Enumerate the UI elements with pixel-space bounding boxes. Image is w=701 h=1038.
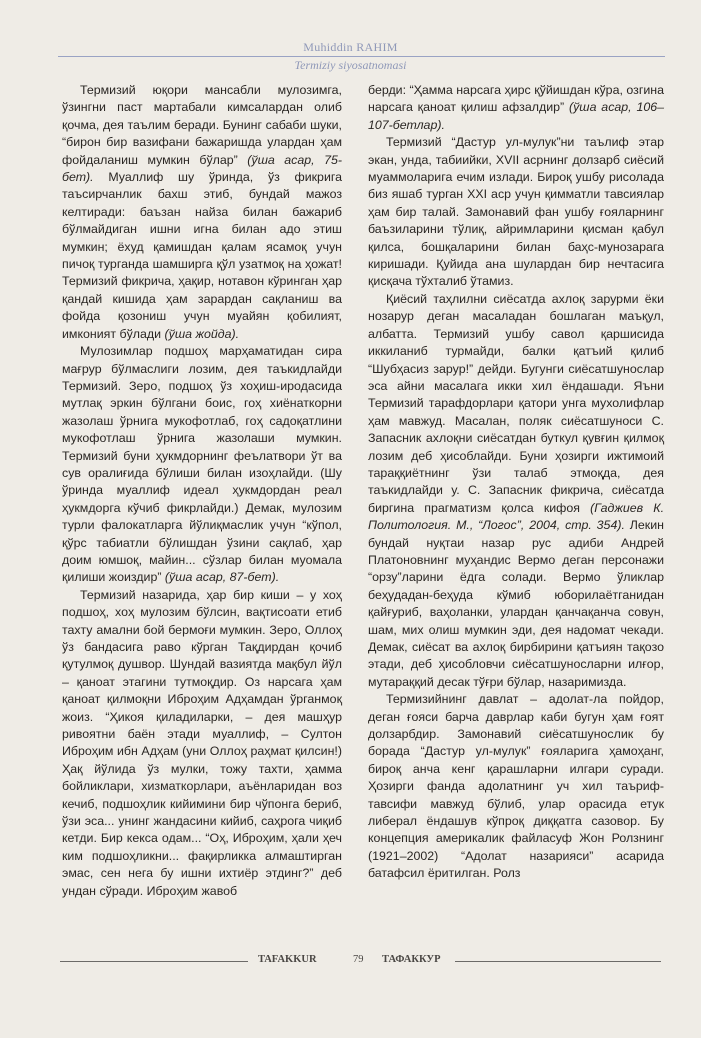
page-number: 79 [353,954,364,965]
footer-journal-cyrillic: ТАФАККУР [382,954,441,965]
footer-journal-latin: TAFAKKUR [258,954,317,965]
paragraph: Термизий назарида, ҳар бир киши – у хоҳ подшоҳ, хоҳ мулозим бўлсин, вақтисоати етиб тахту амални бой бермоғи мумкин. Зеро, Оллоҳ ўз бандасига раво кўрган Тақдирдан қочиб қутулмоқ душвор. Шундай вазиятда мақбул йўл – қаноат этагини тутмоқдир. Оз нарсага ҳам қаноат қилмоқни Иброҳим Адҳамдан ўрганмоқ жоиз. “Ҳикоя қиладиларки, – дея машҳур ривоятни баён этади муаллиф, – Султон Иброҳим ибн Адҳам (уни Оллоҳ раҳмат қилсин!) Ҳақ йўлида ўз мулки, тожу тахти, ҳамма бойликлари, хизматкорлари, аъёнларидан воз кечиб, подшоҳлик кийимини бир чўпонга бериб, ўзи эса... унинг жандасини кийиб, саҳрога чиқиб кетди. Бир кекса одам... “Оҳ, Иброҳим, ҳали ҳеч ким подшоҳликни... фақирликка алмаштирган эмас, сен нега бу ишни ихтиёр этдинг?” деб ундан сўради. Иброҳим жавоб [62,587,342,898]
paragraph [368,82,664,134]
left-column [62,82,342,900]
header-subtitle: Termiziy siyosatnomasi [294,58,407,72]
paragraph: Термизийнинг давлат – адолат-ла пойдор, деган ғояси барча даврлар каби бугун ҳам ғоят долзарбдир. Замонавий сиёсатшунослик бу борада “Дастур ул-мулук” ғояларига ҳамоҳанг, бироқ анча кенг қарашларни илгари суради. Ҳозирги фанда адолатнинг уч хил таъриф-тавсифи мавжуд бўлиб, улар орасида етук либерал ёндашув кўпроқ диққатга сазовор. Бу концепция америкалик файласуф Жон Ролзнинг (1921–2002) “Адолат назарияси” асарида батафсил ёритилган. Ролз [368,692,664,881]
citation: (ўша асар, 106–107-бетлар). [368,100,665,132]
citation: (ўша жойда). [164,326,240,341]
citation: (ўша асар, 87-бет). [164,570,280,585]
paragraph-text: Термизий юқори мансабли мулозимга, ўзингни паст мартабали кимсалардан олиб қочма, дея таълим беради. Бунинг сабаби шуки, “бирон бир вазифани бажаришда улардан ҳам фойдаланиш мумкин бўлар” [62,83,342,167]
footer-rule-right [455,961,661,962]
citation: (ўша асар, 75-бет). [62,152,342,185]
header-rule [58,56,665,57]
footer [60,954,661,968]
citation: (Гаджиев К. Политология. М., “Логос”, 2004, стр. 354). [368,500,665,533]
paragraph-text: Муаллиф шу ўринда, ўз фикрига таъсирчанлик бахш этиб, бундай мажоз келтиради: баъзан найза билан бажариб бўлмайдиган ишни игна билан адо этиш мумкин; ёхуд қамишдан қалам ясамоқ учун пичоқ турганда шамширга қўл узатмоқ на ҳожат! Термизий фикрича, ҳақир, нотавон кўринган ҳар қандай кишида ҳам зарардан сақланиш ва фойда қозониш учун муайян қобилият, имконият бўлади [62,170,342,341]
paragraph: Термизий “Дастур ул-мулук”ни таълиф этар экан, унда, табиийки, XVII асрнинг долзарб сиёсий муаммоларига ечим излади. Бироқ ушбу рисолада биз яшаб турган XXI аср учун қимматли тавсиялар ҳам бир талай. Замонавий фан ушбу ғояларнинг баъзиларини тўлиқ, айримларини қисман қабул қилса, бошқаларини билан баҳс-мунозарага киришади. Қуйида ана шулардан бир нечтасига қисқача тўхталиб ўтамиз. [368,135,664,289]
paragraph-text: Мулозимлар подшоҳ марҳаматидан сира мағрур бўлмаслиги лозим, дея таъкидлайди Термизий. Зеро, подшоҳ ўз хоҳиш-иродасида мутлақ эркин бўлгани боис, гоҳ хиёнаткорни жазолаш ўрнига мукофотлаб, гоҳ садоқатлини мукофотлаш ўрнига жазолаши мумкин. Термизий буни ҳукмдорнинг феълатвори ўт ва сув оралиғида бўлиши билан изоҳлайди. (Шу ўринда муаллиф идеал ҳукмдордан реал ҳукмдорга кўчиб фикрлайди.) Демак, мулозим турли фалокатларга йўлиқмаслик учун “кўпол, қўрс табиатли бўлишдан ўзини сақлаб, ҳар доим юмшоқ, майин... сўзлар билан муомала қилиши жоиздир” [62,344,342,585]
paragraph-text: Лекин бундай нуқтаи назар рус адиби Андрей Платоновнинг муҳандис Вермо деган персонажи “орзу”ларини ёдга солади. Вермо ўликлар беҳудадан-беҳуда кўмиб юборилаётганидан қайғуриб, ваҳоланки, улардан қанчақанча совун, шам, мих олиш мумкин эди, дея надомат чекади. Демак, сиёсат ва ахлоқ бирбирини қатъиян тақозо этади, деб ҳисобловчи сиёсатшуносларни илғор, мутараққий десак тўғри бўлар, назаримизда. [368,518,664,689]
paragraph [62,82,342,343]
footer-rule-left [60,961,248,962]
paragraph-text: Қиёсий таҳлилни сиёсатда ахлоқ зарурми ёки нозарур деган масаладан бошлаган маъқул, албатта. Термизий ушбу савол қаршисида иккиланиб турмайди, балки қатъий қилиб “Шубҳасиз зарур!” дейди. Бугунги сиёсатшунослар эса айни масалага икки хил ёндашади. Яъни Термизий тарафдорлари қатори унга мухолифлар ҳам мавжуд. Масалан, поляк сиёсатшуноси С. Запасник ахлоқни сиёсатдан буткул қувғин қилмоқ лозим деб ҳисоблайди. Буни ҳозирги ижтимоий тараққиётнинг ўзи талаб этмоқда, дея таъкидлайди у. С. Запасник фикрича, сиёсатда биргина прагматизм қолса кифоя [368,291,664,515]
header-author: Muhiddin RAHIM [303,40,398,54]
running-head [0,40,701,73]
paragraph [368,291,664,691]
paragraph-text: берди: “Ҳамма нарсага ҳирс қўйишдан кўра, озгина нарсага қаноат қилиш афзалдир” [368,83,664,115]
paragraph [62,343,342,587]
right-column [368,82,664,883]
